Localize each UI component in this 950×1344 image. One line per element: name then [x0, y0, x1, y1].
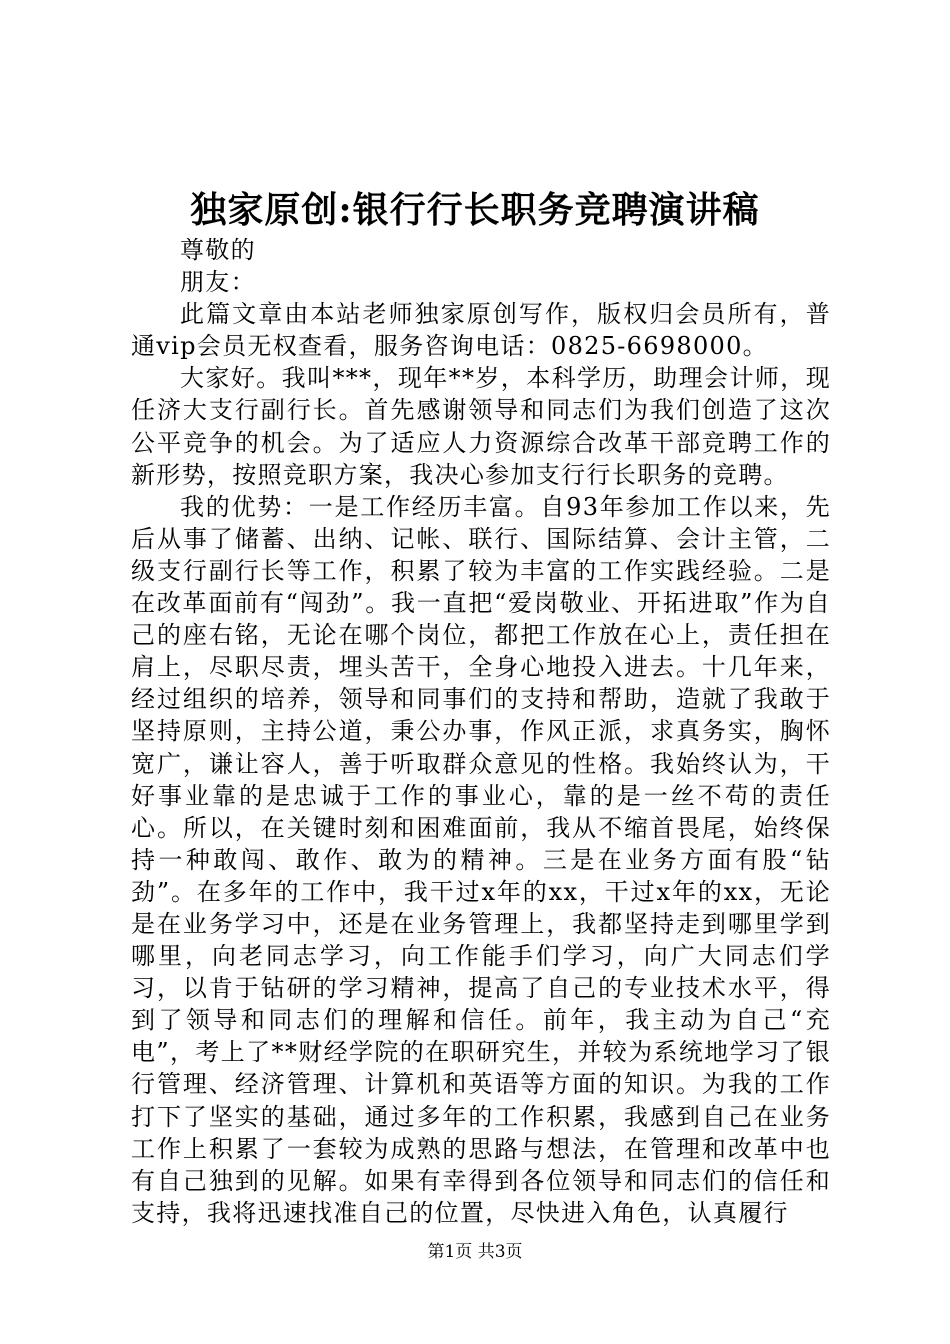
paragraph-advantages: 我的优势：一是工作经历丰富。自93年参加工作以来，先后从事了储蓄、出纳、记帐、联行、国际结算、会计主管，二级支行副行长等工作，积累了较为丰富的工作实践经验。二是在改革面前有“闯劲”。我一直把“爱岗敬业、开拓进取”作为自己的座右铭，无论在哪个岗位，都把工作放在心上，责任担在肩上，尽职尽责，埋头苦干，全身心地投入进去。十几年来，经过组织的培养，领导和同事们的支持和帮助，造就了我敢于坚持原则，主持公道，秉公办事，作风正派，求真务实，胸怀宽广，谦让容人，善于听取群众意见的性格。我始终认为，干好事业靠的是忠诚于工作的事业心，靠的是一丝不苟的责任心。所以，在关键时刻和困难面前，我从不缩首畏尾，始终保持一种敢闯、敢作、敢为的精神。三是在业务方面有股“钻劲”。在多年的工作中，我干过x年的xx，干过x年的xx，无论是在业务学习中，还是在业务管理上，我都坚持走到哪里学到哪里，向老同志学习，向工作能手们学习，向广大同志们学习，以肯于钻研的学习精神，提高了自己的专业技术水平，得到了领导和同志们的理解和信任。前年，我主动为自己“充电”，考上了**财经学院的在职研究生，并较为系统地学习了银行管理、经济管理、计算机和英语等方面的知识。为我的工作打下了坚实的基础，通过多年的工作积累，我感到自己在业务工作上积累了一套较为成熟的思路与想法，在管理和改革中也有自己独到的见解。如果有幸得到各位领导和同志们的信任和支持，我将迅速找准自己的位置，尽快进入角色，认真履行: [131, 492, 831, 1227]
paragraph-notice: 此篇文章由本站老师独家原创写作，版权归会员所有，普通vip会员无权查看，服务咨询电话：0825-6698000。: [131, 300, 831, 361]
salutation-line-1: 尊敬的: [180, 236, 256, 264]
document-body: [131, 234, 831, 1229]
paragraph-introduction: 大家好。我叫***，现年**岁，本科学历，助理会计师，现任济大支行副行长。首先感谢领导和同志们为我们创造了这次公平竞争的机会。为了适应人力资源综合改革干部竞聘工作的新形势，按照竞职方案，我决心参加支行行长职务的竞聘。: [131, 364, 831, 489]
page-number-footer: 第1页 共3页: [427, 1242, 523, 1262]
document-title: 独家原创:银行行长职务竞聘演讲稿: [190, 189, 760, 231]
salutation-line-2: 朋友：: [180, 268, 256, 297]
